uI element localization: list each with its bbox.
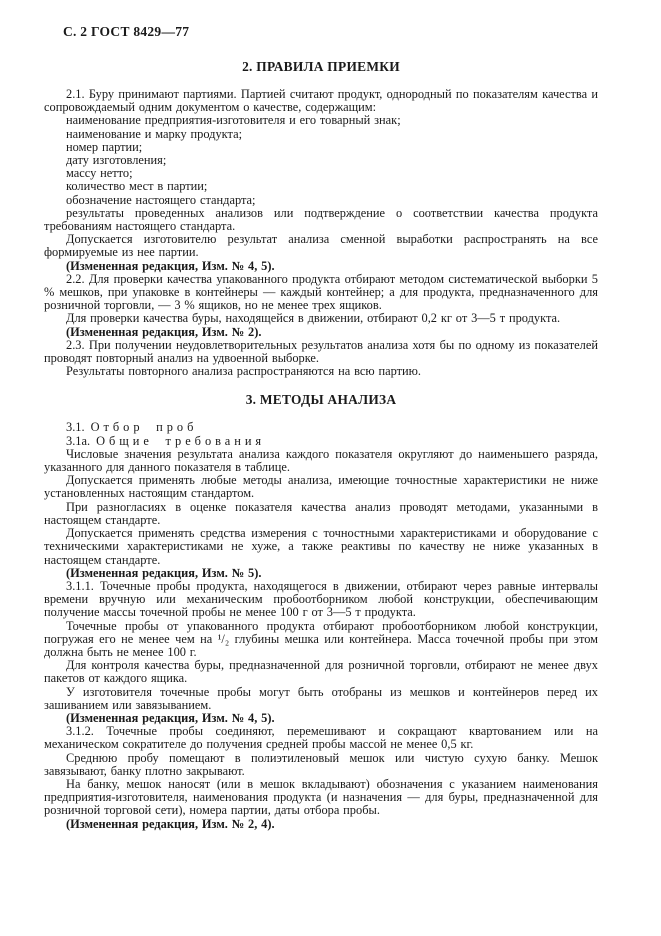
paragraph: Для проверки качества буры, находящейся в движении, отбирают 0,2 кг от 3—5 т продукта. [66, 311, 561, 326]
paragraph: Точечные пробы от упакованного продукта отбирают пробоотборником любой конструкции, погружая его не менее чем на ¹/₂ глубины мешка или контейнера. Масса точечной пробы при этом должна быть не менее 100 г. [44, 618, 598, 659]
paragraph: обозначение настоящего стандарта; [66, 192, 256, 207]
paragraph: (Измененная редакция, Изм. № 4, 5). [66, 258, 275, 273]
paragraph: 2.1. Буру принимают партиями. Партией считают продукт, однородный по показателям качества и сопровождаемый одним документом о качестве, содержащим: [44, 87, 598, 115]
paragraph: Допускается применять любые методы анализа, имеющие точностные характеристики не ниже установленных настоящим стандартом. [44, 473, 598, 501]
paragraph: При разногласиях в оценке показателя качества анализ проводят методами, указанными в настоящем стандарте. [44, 499, 598, 527]
page-header: С. 2 ГОСТ 8429—77 [63, 24, 190, 39]
paragraph: 2.3. При получении неудовлетворительных результатов анализа хотя бы по одному из показателей проводят повторный анализ на удвоенной выборке. [44, 337, 598, 366]
paragraph: количество мест в партии; [66, 179, 208, 194]
paragraph: Для контроля качества буры, предназначенной для розничной торговли, отбирают не менее двух пакетов от каждого ящика. [44, 658, 598, 686]
paragraph: Среднюю пробу помещают в полиэтиленовый мешок или чистую сухую банку. Мешок завязывают, банку плотно закрывают. [44, 750, 598, 778]
section [44, 59, 598, 378]
clause-title: Общие требования [96, 433, 266, 448]
clause-number: 3.1а. [66, 433, 91, 448]
paragraph: массу нетто; [66, 166, 133, 181]
paragraph: наименование и марку продукта; [66, 126, 243, 141]
paragraph: (Измененная редакция, Изм. № 2). [66, 324, 262, 339]
document-body [44, 55, 598, 831]
section [44, 392, 598, 830]
paragraph: дату изготовления; [66, 153, 167, 168]
paragraph: Результаты повторного анализа распространяются на всю партию. [66, 364, 422, 379]
paragraph: (Измененная редакция, Изм. № 4, 5). [66, 710, 275, 725]
paragraph: наименование предприятия-изготовителя и его товарный знак; [66, 113, 401, 128]
paragraph: (Измененная редакция, Изм. № 5). [66, 565, 262, 580]
paragraph: 2.2. Для проверки качества упакованного продукта отбирают методом систематической выборки 5 % мешков, при упаковке в контейнеры — каждый контейнер; а для продукта, предназначенного для розничной торговли, — 3 % ящиков, но не менее трех ящиков. [44, 271, 598, 313]
paragraph: На банку, мешок наносят (или в мешок вкладывают) обозначения с указанием наименования предприятия-изготовителя, наименования продукта (и назначения — для буры, предназначенной для розничной торговой сети), номера партии, даты отбора пробы. [44, 776, 598, 818]
section-heading: 2. ПРАВИЛА ПРИЕМКИ [242, 59, 400, 74]
paragraph: 3.1.2. Точечные пробы соединяют, перемешивают и сокращают квартованием или на механическом сократителе до получения средней пробы массой не менее 0,5 кг. [44, 724, 598, 752]
paragraph: Допускается применять средства измерения с точностными характеристиками и оборудование с техническими характеристиками не хуже, а также реактивы по качеству не ниже указанных в настоящем стандарте. [44, 526, 598, 567]
paragraph: 3.1.1. Точечные пробы продукта, находящегося в движении, отбирают через равные интервалы времени вручную или механическим пробоотборником любой конструкции, обеспечивающим получение массы точечной пробы не менее 100 г от 3—5 т продукта. [44, 578, 598, 620]
paragraph: У изготовителя точечные пробы могут быть отобраны из мешков и контейнеров перед их зашиванием или завязыванием. [44, 684, 598, 712]
paragraph: номер партии; [66, 139, 143, 154]
clause-number: 3.1. [66, 420, 85, 435]
paragraph: Числовые значения результата анализа каждого показателя округляют до наименьшего разряда, указанного для данного показателя в таблице. [44, 446, 598, 475]
paragraph: (Измененная редакция, Изм. № 2, 4). [66, 816, 275, 831]
clause-title: Отбор проб [90, 420, 198, 435]
paragraph [44, 435, 598, 448]
paragraph: Допускается изготовителю результат анализа сменной выработки распространять на все формируемые из нее партии. [44, 232, 598, 260]
section-heading: 3. МЕТОДЫ АНАЛИЗА [245, 392, 397, 408]
paragraph: результаты проведенных анализов или подтверждение о соответствии качества продукта требованиям настоящего стандарта. [44, 205, 598, 234]
